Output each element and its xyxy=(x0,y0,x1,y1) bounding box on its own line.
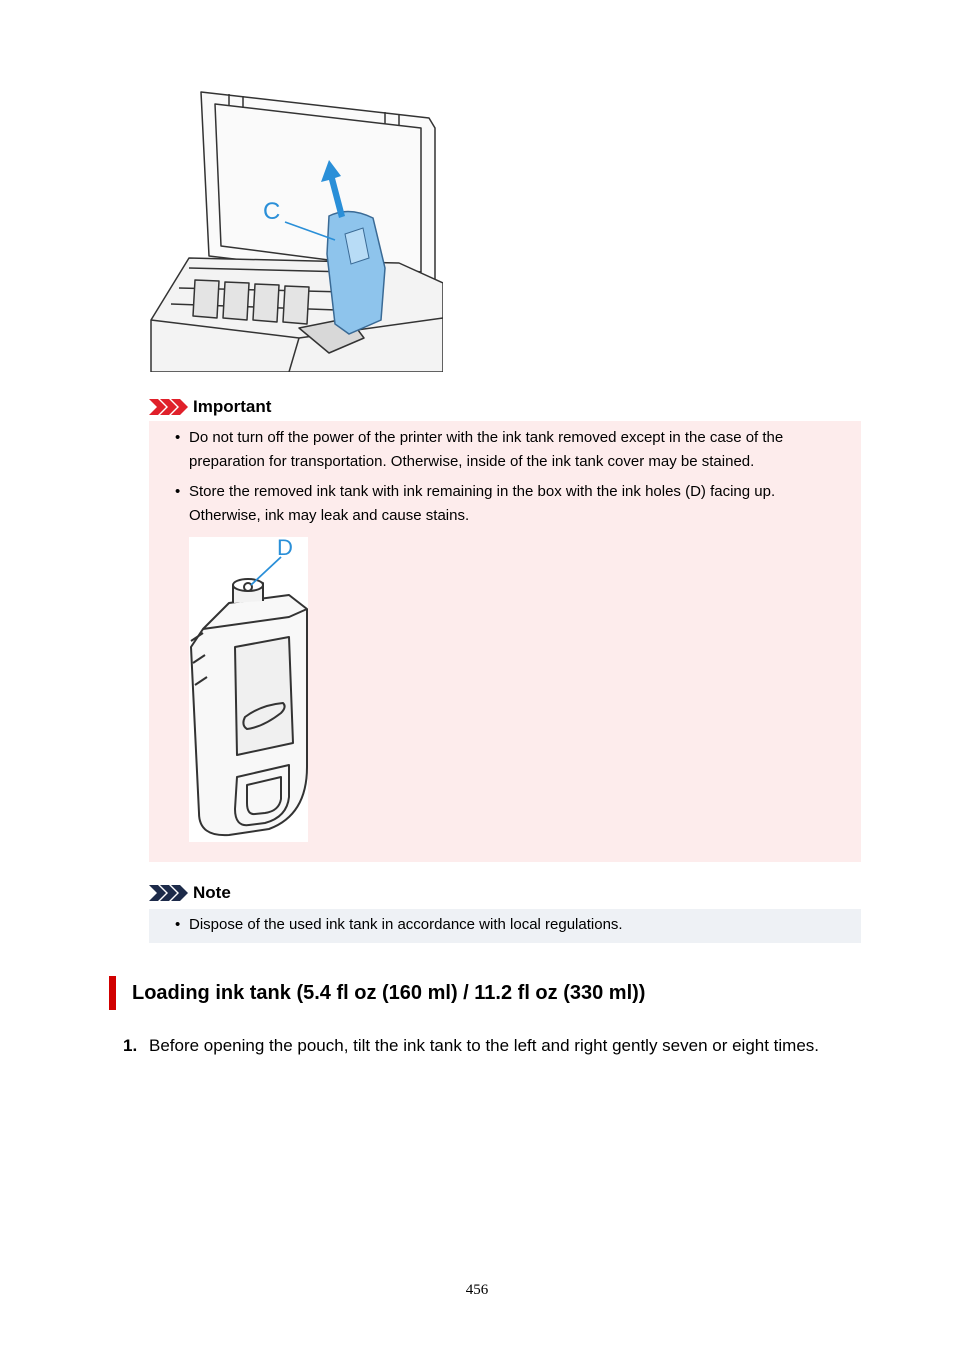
list-item: • Do not turn off the power of the printer with the ink tank removed except in the case of the preparation for transportation. Otherwise, inside of the ink tank cover may be stained. xyxy=(149,426,861,474)
figure-callout-c: C xyxy=(263,198,281,225)
ink-tank-drawing xyxy=(189,537,308,842)
page-number: 456 xyxy=(465,1282,489,1298)
step-number: 1. xyxy=(123,1036,138,1055)
important-label: Important xyxy=(193,397,272,416)
important-chevrons-icon xyxy=(149,399,188,415)
printer-ink-tank-illustration xyxy=(149,88,443,372)
printer-ink-tank-drawing xyxy=(149,88,443,372)
note-list xyxy=(149,913,861,937)
section-title: Loading ink tank (5.4 fl oz (160 ml) / 11.2 fl oz (330 ml)) xyxy=(132,982,646,1004)
step-item xyxy=(123,1034,883,1058)
step-text: Before opening the pouch, tilt the ink tank to the left and right gently seven or eight times. xyxy=(149,1036,820,1055)
ink-tank-holes-illustration xyxy=(189,537,308,842)
section-accent-bar xyxy=(109,976,116,1010)
list-item: • Store the removed ink tank with ink remaining in the box with the ink holes (D) facing up. Otherwise, ink may leak and cause stains. xyxy=(149,480,861,528)
list-item: • Dispose of the used ink tank in accordance with local regulations. xyxy=(149,913,861,937)
figure-callout-d: D xyxy=(277,535,293,560)
note-box xyxy=(149,909,861,943)
note-chevrons-icon xyxy=(149,885,188,901)
note-label: Note xyxy=(193,883,231,902)
important-list xyxy=(149,426,861,528)
important-box xyxy=(149,421,861,862)
important-heading xyxy=(149,396,271,418)
note-heading xyxy=(149,882,231,904)
